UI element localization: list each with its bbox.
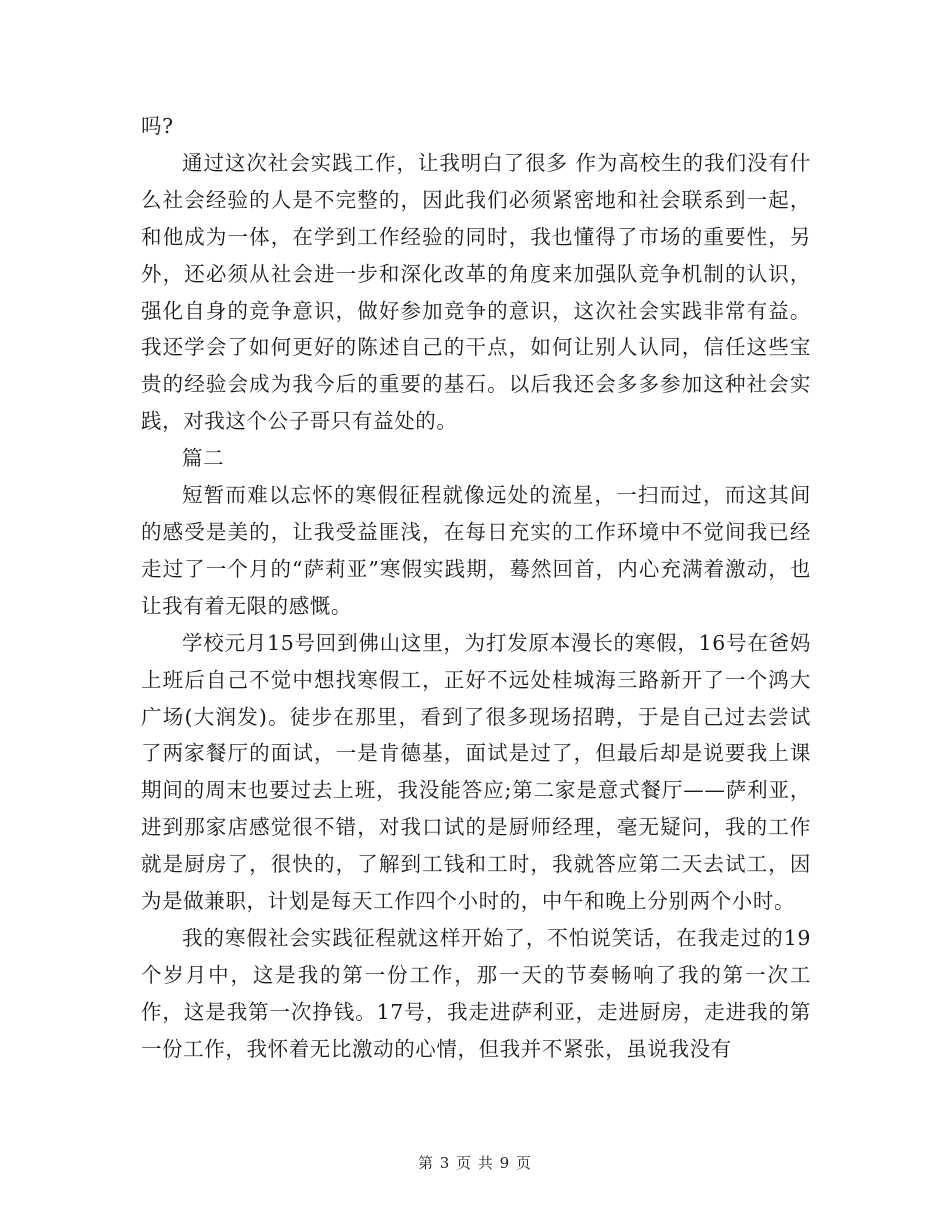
total-pages-number: 9: [499, 1154, 511, 1172]
section-heading: 篇二: [182, 446, 225, 471]
page-label-prefix: 第: [417, 1154, 434, 1172]
paragraph: 我的寒假社会实践征程就这样开始了，不怕说笑话，在我走过的19个岁月中，这是我的第一份工作，那一天的节奏畅响了我的第一次工作，这是我第一次挣钱。17号，我走进萨利亚，走进厨房，走进我的第一份工作，我怀着无比激动的心情，但我并不紧张，虽说我没有: [141, 925, 811, 1061]
paragraph: 吗?: [141, 114, 174, 138]
page-label-suffix: 页: [516, 1154, 533, 1172]
current-page-number: 3: [439, 1154, 451, 1172]
paragraph: 短暂而难以忘怀的寒假征程就像远处的流星，一扫而过，而这其间的感受是美的，让我受益匪浅，在每日充实的工作环境中不觉间我已经走过了一个月的“萨莉亚”寒假实践期，蓦然回首，内心充满着激动，也让我有着无限的感慨。: [141, 483, 811, 618]
paragraph: 学校元月15号回到佛山这里，为打发原本漫长的寒假，16号在爸妈上班后自己不觉中想找寒假工，正好不远处桂城海三路新开了一个鸿大广场(大润发)。徒步在那里，看到了很多现场招聘，于是自己过去尝试了两家餐厅的面试，一是肯德基，面试是过了，但最后却是说要我上课期间的周末也要过去上班，我没能答应;第二家是意式餐厅——萨利亚，进到那家店感觉很不错，对我口试的是厨师经理，毫无疑问，我的工作就是厨房了，很快的，了解到工钱和工时，我就答应第二天去试工，因为是做兼职，计划是每天工作四个小时的，中午和晚上分别两个小时。: [141, 630, 811, 914]
document-body: [141, 108, 811, 1068]
page-label-mid: 页 共: [456, 1154, 494, 1172]
page-footer: [0, 1152, 950, 1173]
paragraph: 通过这次社会实践工作，让我明白了很多 作为高校生的我们没有什么社会经验的人是不完整的，因此我们必须紧密地和社会联系到一起，和他成为一体，在学到工作经验的同时，我也懂得了市场的重要性，另外，还必须从社会进一步和深化改革的角度来加强队竞争机制的认识，强化自身的竞争意识，做好参加竞争的意识，这次社会实践非常有益。我还学会了如何更好的陈述自己的干点，如何让别人认同，信任这些宝贵的经验会成为我今后的重要的基石。以后我还会多多参加这种社会实践，对我这个公子哥只有益处的。: [141, 150, 811, 434]
